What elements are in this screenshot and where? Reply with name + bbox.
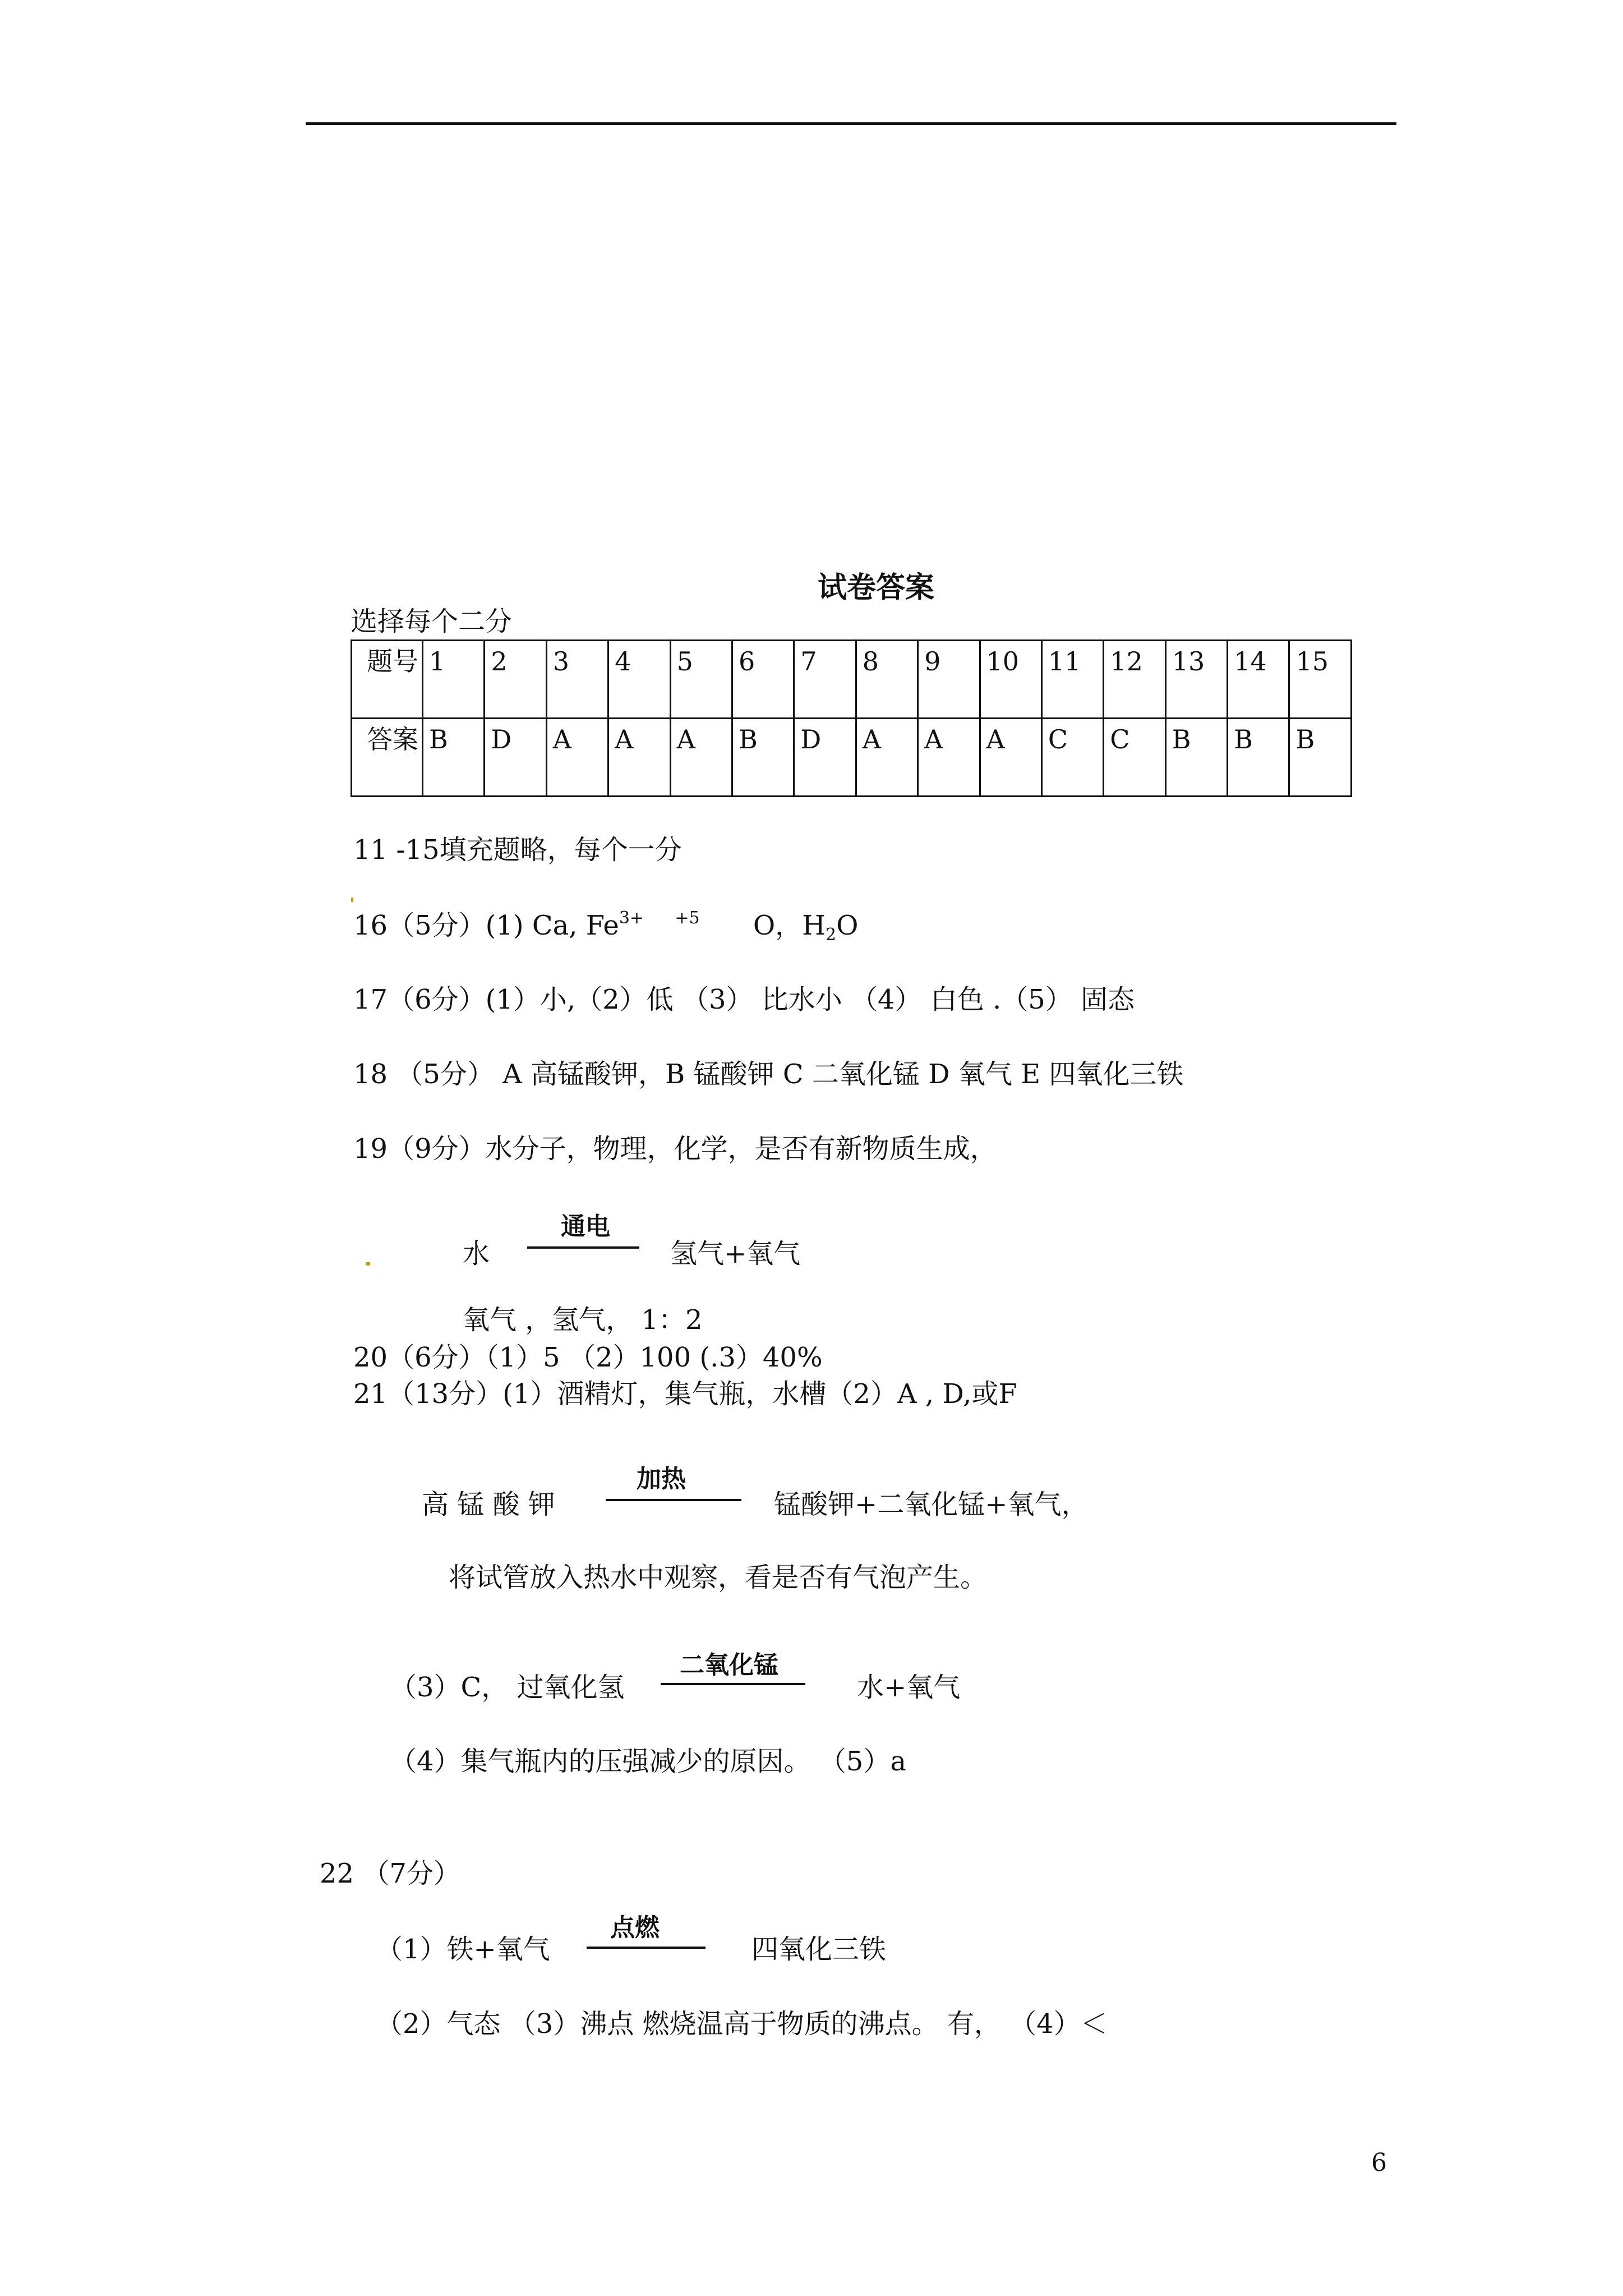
table-cell: A <box>980 719 1041 797</box>
answer-19: 19（9分）水分子，物理，化学，是否有新物质生成， <box>353 1133 997 1165</box>
products: 水+氧气 <box>857 1672 961 1703</box>
table-cell: B <box>1228 719 1289 797</box>
table-cell: 5 <box>670 641 732 719</box>
table-cell: A <box>670 719 732 797</box>
answer-20: 20（6分）（1）5 （2）100 (.3）40% <box>353 1342 823 1373</box>
answer-17: 17（6分）(1）小,（2）低 （3） 比水小 （4） 白色 .（5） 固态 <box>353 984 1135 1015</box>
table-cell: 10 <box>980 641 1041 719</box>
answer-19-ratio: 氧气 ，氢气， 1：2 <box>463 1304 703 1336</box>
table-row-header: 题号 <box>352 641 423 719</box>
table-cell: 9 <box>918 641 980 719</box>
products: 四氧化三铁 <box>751 1934 887 1965</box>
table-cell: B <box>1289 719 1352 797</box>
reactant-water: 水 <box>463 1238 490 1269</box>
table-cell: C <box>1104 719 1165 797</box>
table-cell: D <box>794 719 856 797</box>
answer-16: 16（5分）(1) Ca, $Fe^{3+}$ $^{+5}$ O，$H_2O$ <box>353 908 859 945</box>
choice-note: 选择每个二分 <box>351 606 513 637</box>
table-cell: 4 <box>608 641 670 719</box>
table-cell: C <box>1041 719 1103 797</box>
reaction-arrow <box>527 1246 639 1249</box>
answer-21-4: （4）集气瓶内的压强减少的原因。 （5）a <box>390 1746 906 1777</box>
answer-18: 18 （5分） A 高锰酸钾，B 锰酸钾 C 二氧化锰 D 氧气 E 四氧化三铁 <box>353 1059 1184 1090</box>
table-cell: 8 <box>856 641 917 719</box>
answer-21-3: （3）C， 过氧化氢 <box>390 1672 625 1703</box>
reaction-arrow <box>661 1683 805 1685</box>
table-cell: 7 <box>794 641 856 719</box>
reaction-arrow <box>606 1499 741 1501</box>
table-row-header: 答案 <box>352 719 423 797</box>
table-cell: A <box>856 719 917 797</box>
condition-label: 二氧化锰 <box>680 1651 778 1680</box>
reactant: 高 锰 酸 钾 <box>422 1489 555 1520</box>
table-cell: 11 <box>1041 641 1103 719</box>
condition-label: 点燃 <box>610 1913 660 1942</box>
table-cell: D <box>485 719 546 797</box>
table-row <box>352 641 1352 719</box>
answer-21-check: 将试管放入热水中观察，看是否有气泡产生。 <box>449 1562 988 1593</box>
table-cell: 1 <box>423 641 485 719</box>
table-row <box>352 719 1352 797</box>
fill-blank-note: 11 -15填充题略，每个一分 <box>353 834 682 866</box>
header-rule <box>306 122 1396 125</box>
condition-label: 通电 <box>561 1212 610 1241</box>
products: 氢气+氧气 <box>670 1238 801 1269</box>
table-cell: 6 <box>732 641 794 719</box>
stray-mark <box>366 1262 370 1266</box>
table-cell: B <box>423 719 485 797</box>
table-cell: A <box>918 719 980 797</box>
table-cell: 15 <box>1289 641 1352 719</box>
table-cell: A <box>608 719 670 797</box>
answer-22: 22 （7分） <box>320 1858 460 1889</box>
table-cell: B <box>732 719 794 797</box>
table-cell: 3 <box>546 641 608 719</box>
reaction-arrow <box>587 1947 706 1949</box>
condition-label: 加热 <box>637 1465 686 1493</box>
answer-table <box>351 639 1352 797</box>
page-title: 试卷答案 <box>818 570 935 605</box>
table-cell: A <box>546 719 608 797</box>
answer-21: 21（13分）(1）酒精灯，集气瓶，水槽（2）A , D,或F <box>353 1378 1017 1410</box>
valence-mark: +5 <box>675 908 700 928</box>
table-cell: 12 <box>1104 641 1165 719</box>
table-cell: 13 <box>1165 641 1227 719</box>
page-number: 6 <box>1371 2148 1387 2177</box>
answer-22-2: （2）气态 （3）沸点 燃烧温高于物质的沸点。 有， （4）＜ <box>376 2008 1108 2040</box>
table-cell: B <box>1165 719 1227 797</box>
table-cell: 2 <box>485 641 546 719</box>
stray-mark <box>351 898 353 902</box>
table-cell: 14 <box>1228 641 1289 719</box>
ion-charge: 3+ <box>619 908 644 928</box>
products: 锰酸钾+二氧化锰+氧气， <box>774 1489 1089 1520</box>
answer-22-1: （1）铁+氧气 <box>376 1934 550 1965</box>
